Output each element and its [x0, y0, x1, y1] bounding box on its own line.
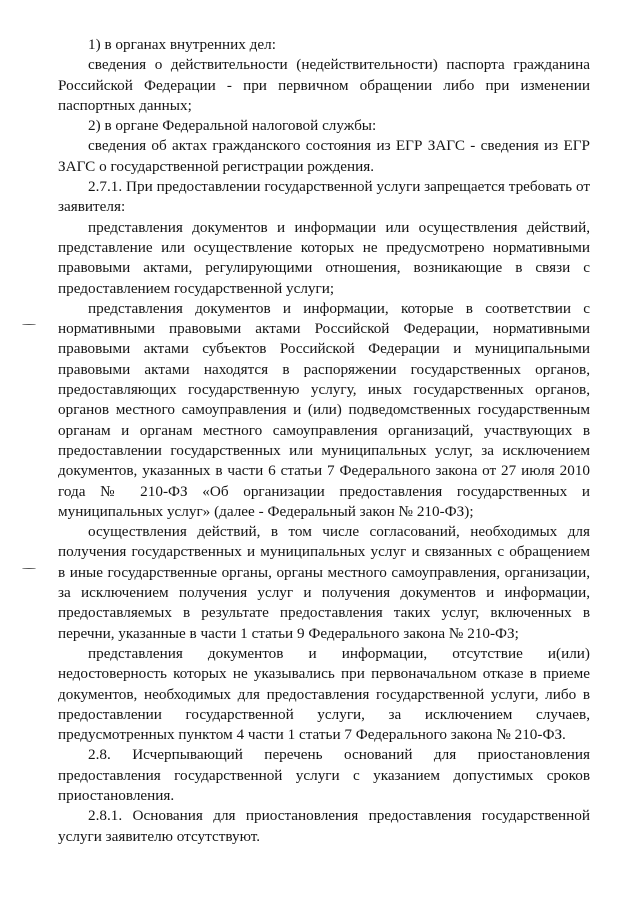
margin-mark [22, 568, 36, 570]
paragraph: сведения об актах гражданского состояния из ЕГР ЗАГС - сведения из ЕГР ЗАГС о государственной регистрации рождения. [58, 137, 590, 175]
paragraph: 1) в органах внутренних дел: [88, 36, 276, 53]
margin-mark [22, 324, 36, 326]
paragraph: представления документов и информации или осуществления действий, представление или осуществление которых не предусмотрено нормативными правовыми актами, регулирующими отношения, возникающие в связи с предоставлением государственной услуги; [58, 218, 590, 297]
paragraph: 2) в органе Федеральной налоговой службы: [88, 117, 377, 135]
paragraph: 2.8. Исчерпывающий перечень оснований для приостановления предоставления государственной услуги с указанием допустимых сроков приостановления. [58, 746, 590, 804]
paragraph: 2.7.1. При предоставлении государственной услуги запрещается требовать от заявителя: [58, 178, 590, 216]
paragraph: сведения о действительности (недействительности) паспорта гражданина Российской Федерации - при первичном обращении либо при изменении паспортных данных; [58, 56, 590, 114]
paragraph: представления документов и информации, отсутствие и(или) недостоверность которых не указывались при первоначальном отказе в приеме документов, необходимых для предоставления государственной услуги, либо в предоставлении государственной услуги, за исключением случаев, предусмотренных пунктом 4 части 1 статьи 7 Федерального закона № 210-ФЗ. [58, 644, 590, 744]
document-body [58, 35, 590, 847]
paragraph: осуществления действий, в том числе согласований, необходимых для получения государственных и муниципальных услуг и связанных с обращением в иные государственные органы, органы местного самоуправления, организации, за исключением получения услуг и получения документов и информации, предоставляемых в результате предоставления таких услуг, включенных в перечни, указанные в части 1 статьи 9 Федерального закона № 210-ФЗ; [58, 523, 590, 642]
paragraph: представления документов и информации, которые в соответствии с нормативными правовыми актами Российской Федерации, нормативными правовыми актами субъектов Российской Федерации и муниципальными правовыми актами находятся в распоряжении государственных органов, предоставляющих государственную услугу, иных государственных органов, органов местного самоуправления и (или) подведомственных государственным органам и органам местного самоуправления организаций, участвующих в предоставлении государственных или муниципальных услуг, за исключением документов, указанных в части 6 статьи 7 Федерального закона от 27 июля 2010 года № 210-ФЗ «Об организации предоставления государственных и муниципальных услуг» (далее - Федеральный закон № 210-ФЗ); [58, 299, 590, 520]
paragraph: 2.8.1. Основания для приостановления предоставления государственной услуги заявителю отсутствуют. [58, 807, 590, 845]
